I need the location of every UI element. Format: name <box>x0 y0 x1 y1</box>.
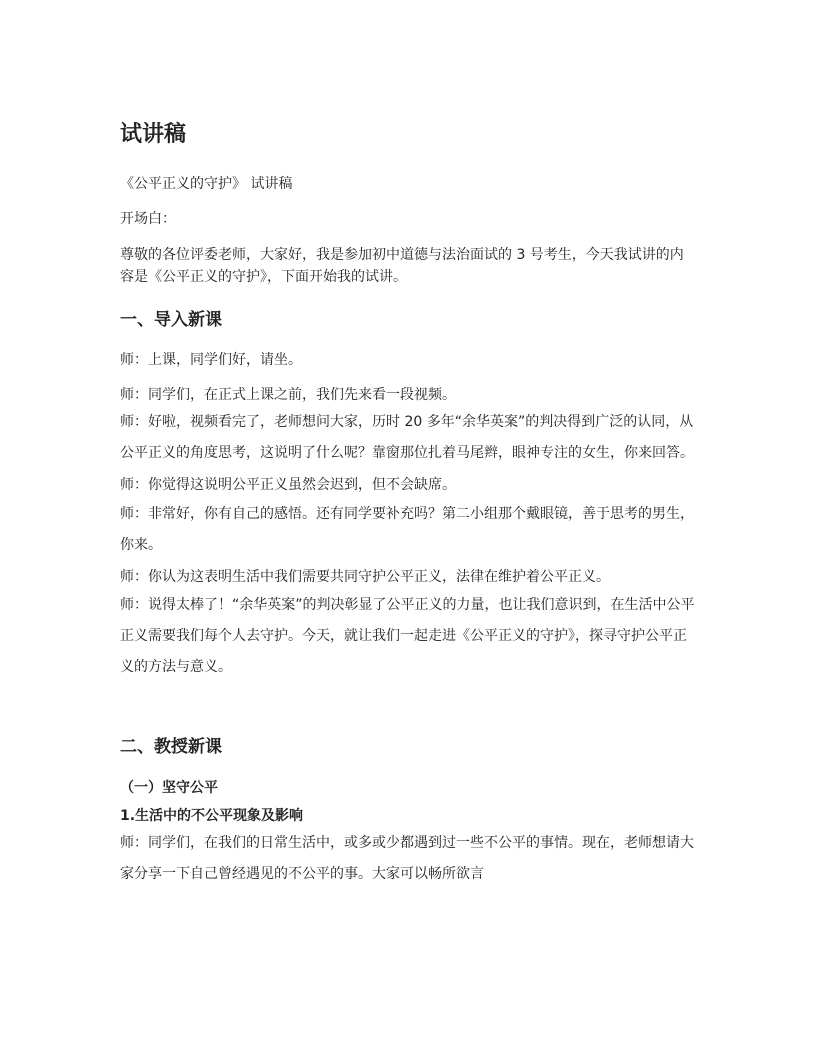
dialogue-paragraph: 师：同学们，在我们的日常生活中，或多或少都遇到过一些不公平的事情。现在，老师想请大家分享一下自己曾经遇见的不公平的事。大家可以畅所欲言 <box>120 835 694 882</box>
section-heading-intro: 一、导入新课 <box>120 310 222 330</box>
dialogue-paragraph: 师：上课，同学们好，请坐。 <box>120 352 302 368</box>
dialogue-paragraph: 师：你觉得这说明公平正义虽然会迟到，但不会缺席。 <box>120 477 456 493</box>
subsection-heading: （一）坚守公平 <box>120 780 218 796</box>
section-heading-teaching: 二、教授新课 <box>120 737 222 757</box>
dialogue-paragraph: 师：你认为这表明生活中我们需要共同守护公平正义，法律在维护着公平正义。 <box>120 569 610 585</box>
dialogue-paragraph: 师：同学们，在正式上课之前，我们先来看一段视频。 <box>120 387 456 403</box>
dialogue-paragraph: 师：好啦，视频看完了，老师想问大家，历时 20 多年“余华英案”的判决得到广泛的认同，从公平正义的角度思考，这说明了什么呢？靠窗那位扎着马尾辫，眼神专注的女生，你来回答。 <box>120 414 694 461</box>
dialogue-paragraph: 师：非常好，你有自己的感悟。还有同学要补充吗？第二小组那个戴眼镜，善于思考的男生，你来。 <box>120 506 694 553</box>
opening-label: 开场白： <box>120 211 176 227</box>
dialogue-paragraph: 师：说得太棒了！“余华英案”的判决彰显了公平正义的力量，也让我们意识到，在生活中公平正义需要我们每个人去守护。今天，就让我们一起走进《公平正义的守护》，探寻守护公平正义的方法与意义。 <box>120 597 695 675</box>
document-subtitle: 《公平正义的守护》 试讲稿 <box>120 176 293 192</box>
document-title: 试讲稿 <box>120 122 187 147</box>
topic-heading: 1.生活中的不公平现象及影响 <box>120 808 304 824</box>
opening-paragraph: 尊敬的各位评委老师，大家好，我是参加初中道德与法治面试的 3 号考生，今天我试讲的内容是《公平正义的守护》，下面开始我的试讲。 <box>120 247 684 285</box>
